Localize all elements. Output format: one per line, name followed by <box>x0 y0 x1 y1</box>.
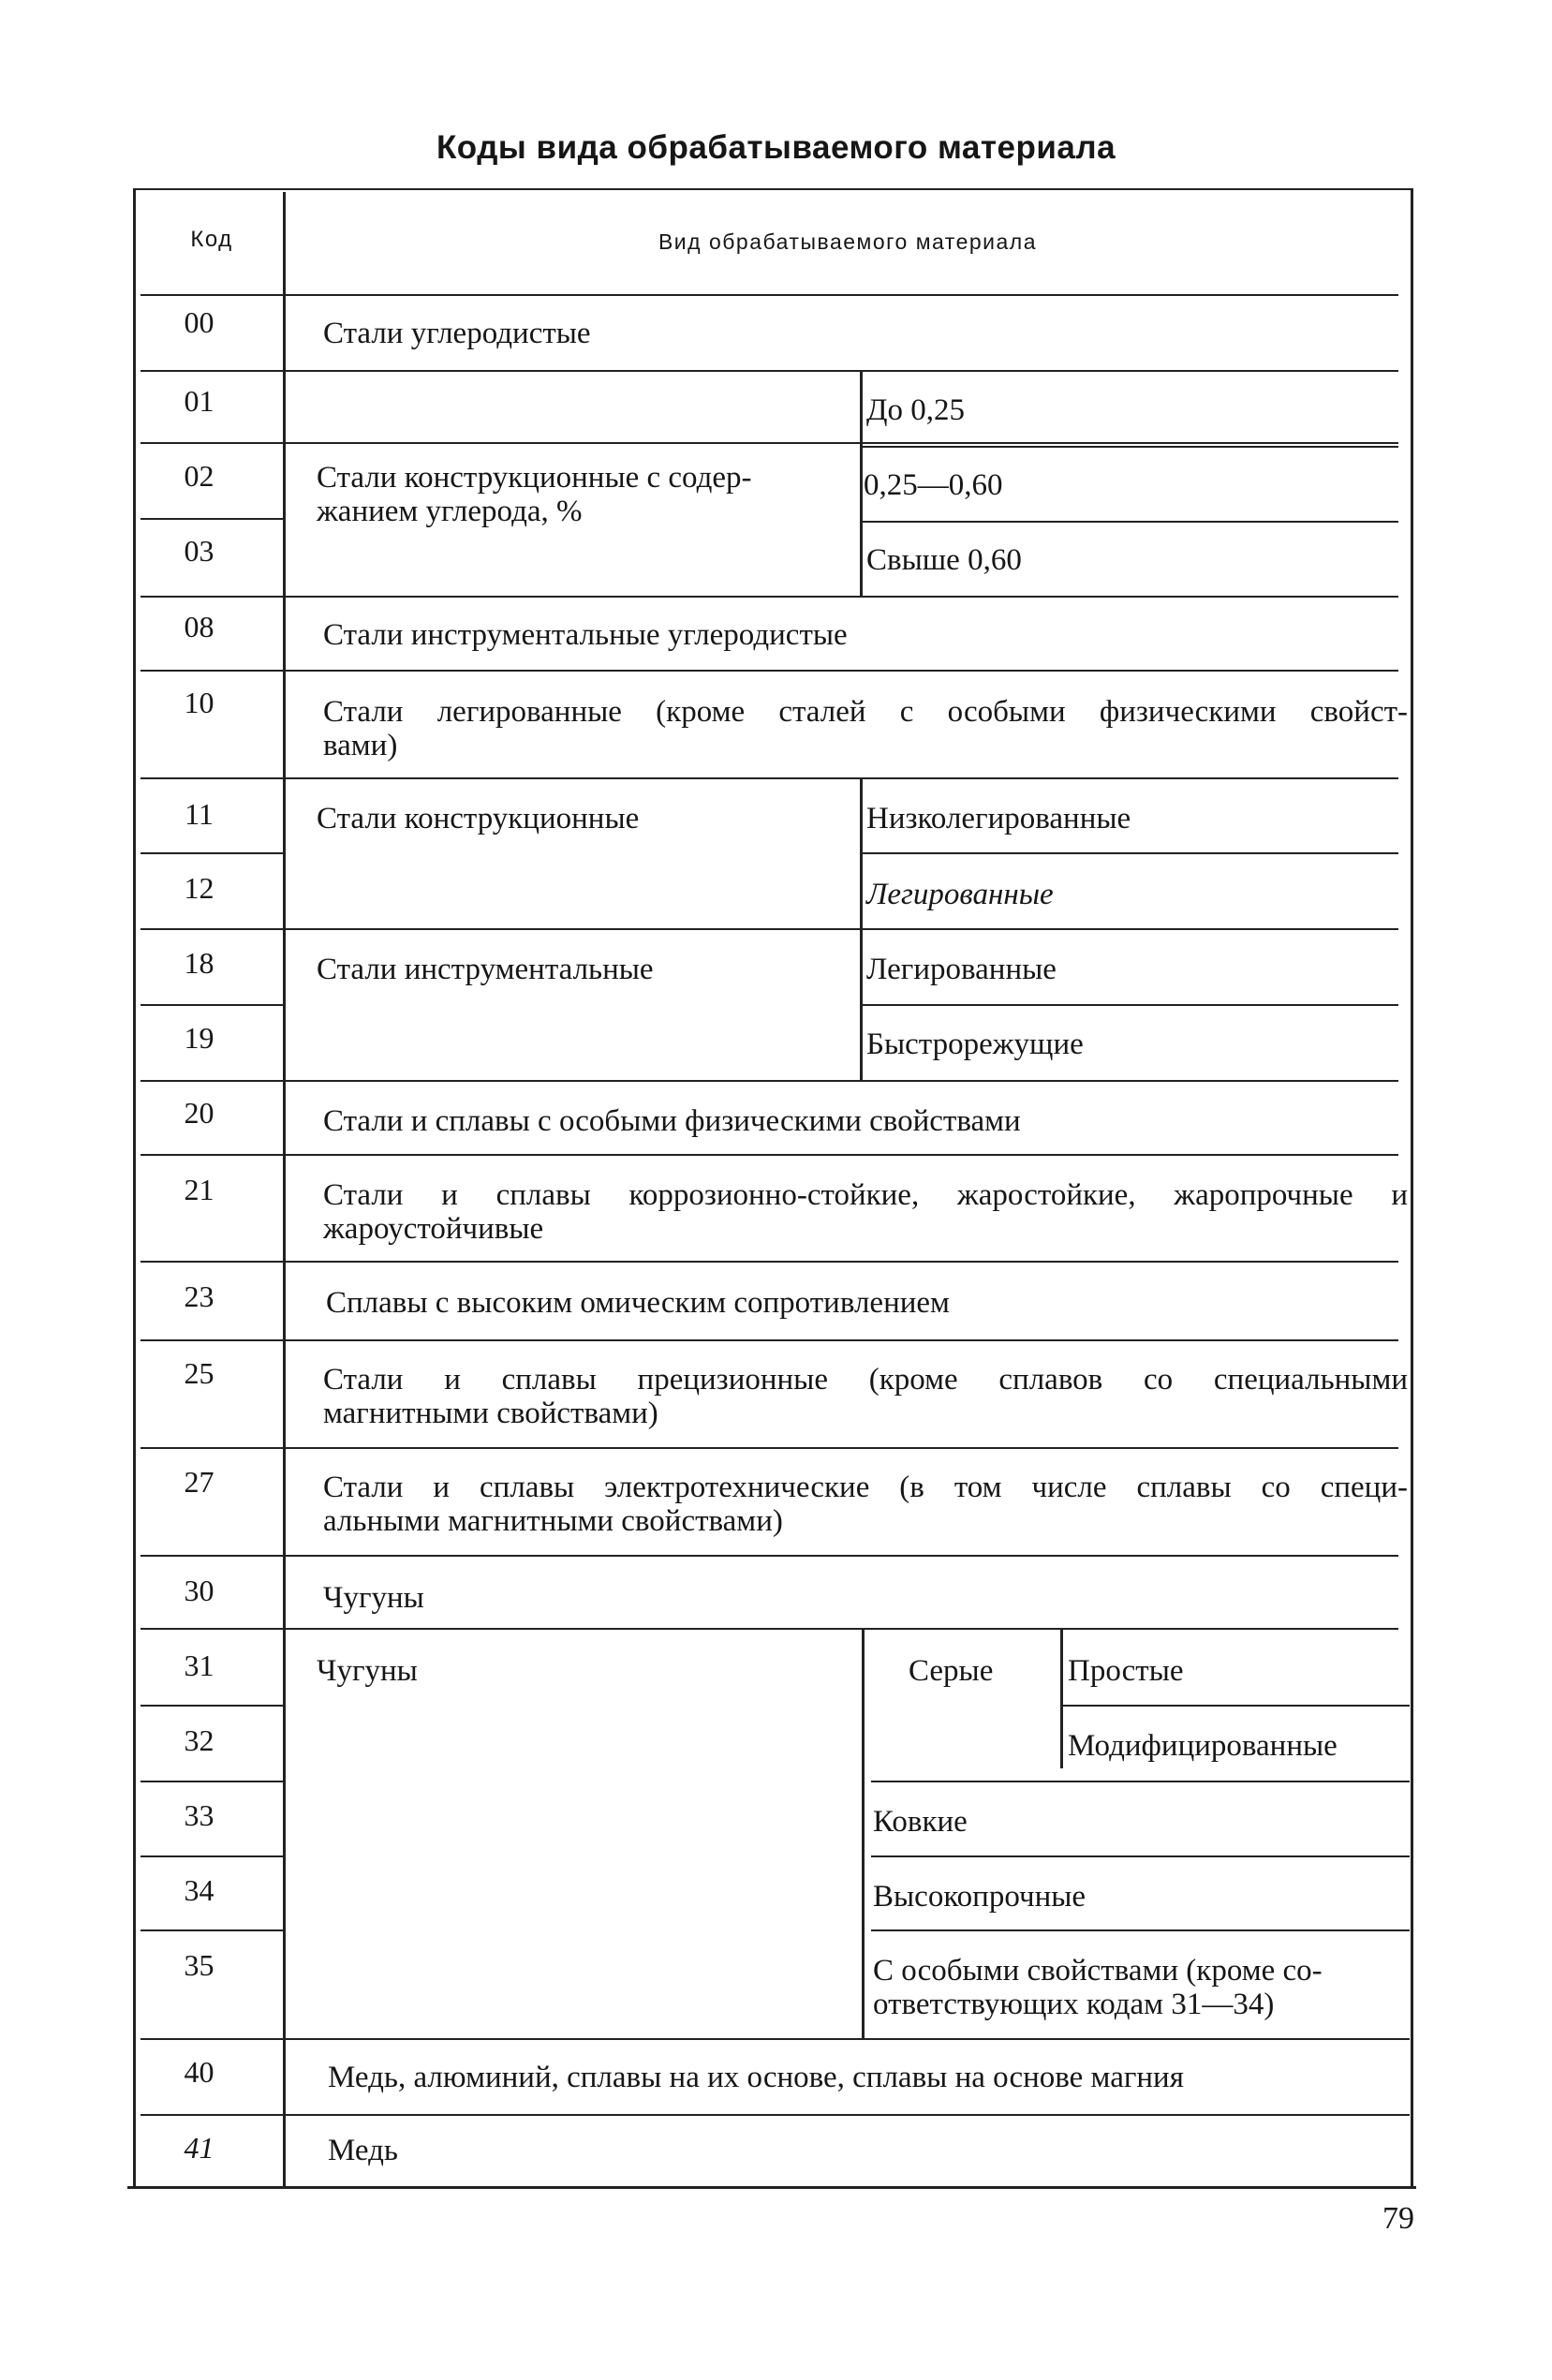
table-rule <box>140 1555 1398 1557</box>
row-code: 30 <box>184 1574 214 1607</box>
row-code: 25 <box>184 1356 214 1390</box>
row-code: 01 <box>184 384 214 418</box>
table-rule <box>860 852 1398 854</box>
row-description: Стали и сплавы коррозионно-стойкие, жаростойкие, жаропрочные и <box>323 1178 1408 1212</box>
table-rule <box>860 1004 1398 1006</box>
sub-value: Ковкие <box>873 1805 968 1839</box>
group-label: жанием углерода, % <box>317 495 583 528</box>
row-code: 08 <box>184 610 214 643</box>
table-rule <box>140 852 283 854</box>
row-description: Сплавы с высоким омическим сопротивлением <box>326 1286 950 1320</box>
group-label: Стали конструкционные <box>317 802 640 835</box>
table-rule <box>1060 1628 1063 1768</box>
row-description: Стали и сплавы электротехнические (в том числе сплавы со специ- <box>323 1471 1408 1504</box>
sub-value: Легированные <box>866 878 1054 911</box>
row-code: 03 <box>184 534 214 568</box>
row-code: 00 <box>184 305 214 339</box>
table-rule <box>860 777 863 928</box>
row-code: 02 <box>184 459 214 493</box>
sub-value: Низколегированные <box>866 802 1131 835</box>
row-code: 12 <box>184 871 214 905</box>
table-rule <box>860 928 863 1080</box>
row-description: Чугуны <box>323 1581 424 1615</box>
row-description: Медь <box>328 2134 398 2167</box>
row-code: 32 <box>184 1723 214 1757</box>
row-code: 27 <box>184 1465 214 1499</box>
table-rule <box>140 1339 1398 1341</box>
table-rule <box>862 446 1398 448</box>
sub-value: До 0,25 <box>866 393 966 427</box>
sub-value: Модифицированные <box>1068 1729 1338 1763</box>
table-rule <box>862 1628 865 2038</box>
header-code: Код <box>190 227 233 252</box>
row-code: 23 <box>184 1279 214 1313</box>
table-rule <box>140 596 1398 598</box>
header-material: Вид обрабатываемого материала <box>658 229 1038 254</box>
table-rule <box>127 2186 1416 2189</box>
group-label: Чугуны <box>317 1654 418 1688</box>
table-rule <box>140 442 1398 444</box>
row-code: 21 <box>184 1173 214 1206</box>
table-rule <box>871 1855 1410 1857</box>
row-description: жароустойчивые <box>323 1212 544 1246</box>
group-label: Серые <box>909 1654 994 1688</box>
table-rule <box>140 1154 1398 1156</box>
table-rule <box>1411 188 1413 2187</box>
table-rule <box>283 192 286 2186</box>
table-rule <box>133 188 136 2187</box>
row-description: Медь, алюминий, сплавы на их основе, сплавы на основе магния <box>328 2061 1184 2094</box>
table-rule <box>140 1781 283 1782</box>
page-number: 79 <box>1382 2201 1414 2236</box>
table-rule <box>140 2114 1410 2116</box>
table-rule <box>1060 1705 1410 1707</box>
table-rule <box>871 1929 1410 1931</box>
sub-value: 0,25—0,60 <box>864 468 1003 502</box>
table-rule <box>860 370 863 596</box>
row-code: 31 <box>184 1648 214 1682</box>
row-code: 35 <box>184 1948 214 1982</box>
row-code: 40 <box>184 2055 214 2089</box>
sub-value: ответствующих кодам 31—34) <box>873 1988 1275 2021</box>
row-code: 10 <box>184 686 214 719</box>
table-rule <box>862 521 1398 523</box>
table-rule <box>140 370 1398 372</box>
row-description: Стали углеродистые <box>323 317 591 350</box>
table-rule <box>140 670 1398 672</box>
group-label: Стали инструментальные <box>317 953 654 986</box>
row-code: 20 <box>184 1096 214 1130</box>
table-rule <box>140 1628 1398 1630</box>
sub-value: Быстрорежущие <box>866 1027 1084 1061</box>
table-rule <box>140 1004 283 1006</box>
row-description: Стали инструментальные углеродистые <box>323 618 848 652</box>
table-rule <box>140 777 1398 779</box>
table-title: Коды вида обрабатываемого материала <box>436 129 1116 166</box>
table-rule <box>140 1447 1398 1449</box>
table-rule <box>140 1855 283 1857</box>
sub-value: Легированные <box>866 953 1057 986</box>
row-description: Стали и сплавы с особыми физическими свойствами <box>323 1104 1021 1138</box>
table-rule <box>140 2038 1410 2040</box>
row-code: 11 <box>185 797 214 831</box>
row-code: 33 <box>184 1798 214 1832</box>
row-description: альными магнитными свойствами) <box>323 1504 783 1538</box>
table-rule <box>140 518 283 520</box>
sub-value: Высокопрочные <box>873 1880 1086 1914</box>
table-rule <box>133 188 1412 190</box>
sub-value: Простые <box>1068 1654 1184 1688</box>
row-code: 18 <box>184 946 214 980</box>
table-rule <box>140 1929 283 1931</box>
table-rule <box>140 1080 1398 1082</box>
row-description: магнитными свойствами) <box>323 1397 658 1430</box>
table-rule <box>140 1705 283 1707</box>
table-rule <box>140 1261 1398 1263</box>
table-rule <box>871 1781 1410 1782</box>
sub-value: Свыше 0,60 <box>866 543 1022 577</box>
row-description: Стали легированные (кроме сталей с особыми физическими свойст- <box>323 695 1408 729</box>
row-code: 19 <box>184 1021 214 1055</box>
row-code: 41 <box>184 2131 214 2165</box>
sub-value: С особыми свойствами (кроме со- <box>873 1954 1323 1988</box>
row-description: Стали и сплавы прецизионные (кроме сплавов со специальными <box>323 1363 1408 1397</box>
table-rule <box>140 294 1398 296</box>
group-label: Стали конструкционные с содер- <box>317 461 752 495</box>
row-description: вами) <box>323 729 398 762</box>
table-rule <box>140 928 1398 930</box>
row-code: 34 <box>184 1873 214 1907</box>
